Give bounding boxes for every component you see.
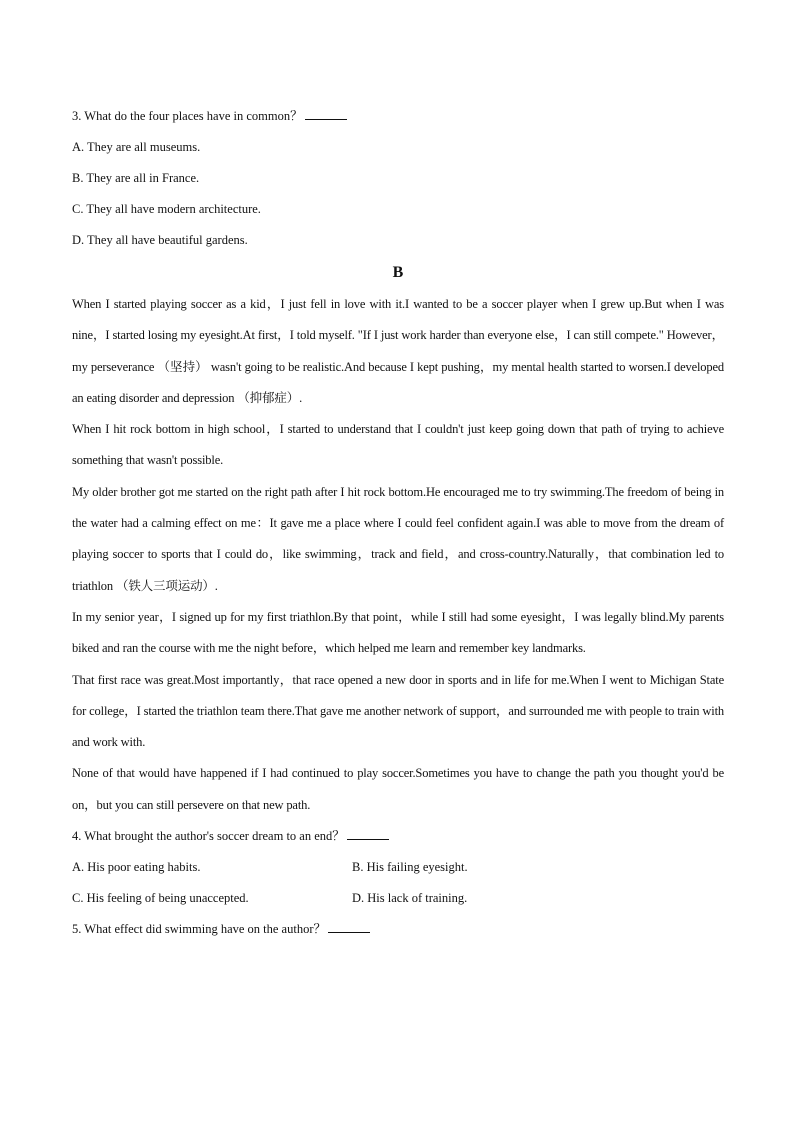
passage-paragraph-6: None of that would have happened if I had continued to play soccer.Sometimes you have to change the path you thought you'd be on，but you can still persevere on that new path.	[72, 766, 724, 812]
section-b-title: B	[392, 264, 404, 281]
question-5	[72, 914, 724, 945]
question-5-text: 5. What effect did swimming have on the author？	[72, 922, 326, 937]
answer-blank-4[interactable]	[347, 827, 389, 840]
question-4	[72, 821, 724, 852]
question-4-option-a: A. His poor eating habits.	[72, 860, 201, 875]
question-4-options-row-2	[72, 883, 724, 914]
question-3-option-d: D. They all have beautiful gardens.	[72, 233, 248, 247]
question-4-options-row-1	[72, 852, 724, 883]
passage-paragraph-3: My older brother got me started on the right path after I hit rock bottom.He encouraged me to try swimming.The freedom of being in the water had a calming effect on me：It gave me a place where I could feel confident again.I was able to move from the dream of playing soccer to sports that I could do，like swimming，track and field，and cross-country.Naturally，that combination led to triathlon （铁人三项运动）.	[72, 484, 725, 593]
question-3-text: 3. What do the four places have in common？	[72, 109, 303, 123]
passage-paragraph-4: In my senior year，I signed up for my first triathlon.By that point，while I still had some eyesight，I was legally blind.My parents biked and ran the course with me the night before，which helped me learn and remember key landmarks.	[72, 609, 724, 656]
question-3-option-c: C. They all have modern architecture.	[72, 202, 261, 216]
question-4-text: 4. What brought the author's soccer dream to an end？	[72, 829, 345, 844]
passage-paragraph-5: That first race was great.Most importantly，that race opened a new door in sports and in life for me.When I went to Michigan State for college，I started the triathlon team there.That gave me another network of support，and surrounded me with people to train with and work with.	[72, 672, 724, 750]
passage-paragraph-1: When I started playing soccer as a kid，I just fell in love with it.I wanted to be a soccer player when I grew up.But when I was nine，I started losing my eyesight.At first，I told myself. "If I just work harder than everyone else，I can still compete." However，my perseverance （坚持） wasn't going to be realistic.And because I kept pushing，my mental health started to worsen.I developed an eating disorder and depression （抑郁症）.	[72, 297, 724, 405]
document-content	[72, 101, 724, 945]
passage-paragraph-2: When I hit rock bottom in high school，I started to understand that I couldn't just keep going down that path of trying to achieve something that wasn't possible.	[72, 422, 724, 468]
question-4-option-d: D. His lack of training.	[352, 891, 468, 906]
question-4-option-b: B. His failing eyesight.	[352, 860, 468, 875]
question-3-option-b: B. They are all in France.	[72, 171, 200, 185]
question-3-option-a: A. They are all museums.	[72, 140, 201, 154]
answer-blank-5[interactable]	[328, 920, 370, 933]
question-3	[72, 101, 724, 132]
question-4-option-c: C. His feeling of being unaccepted.	[72, 891, 249, 906]
answer-blank-3[interactable]	[305, 107, 347, 120]
